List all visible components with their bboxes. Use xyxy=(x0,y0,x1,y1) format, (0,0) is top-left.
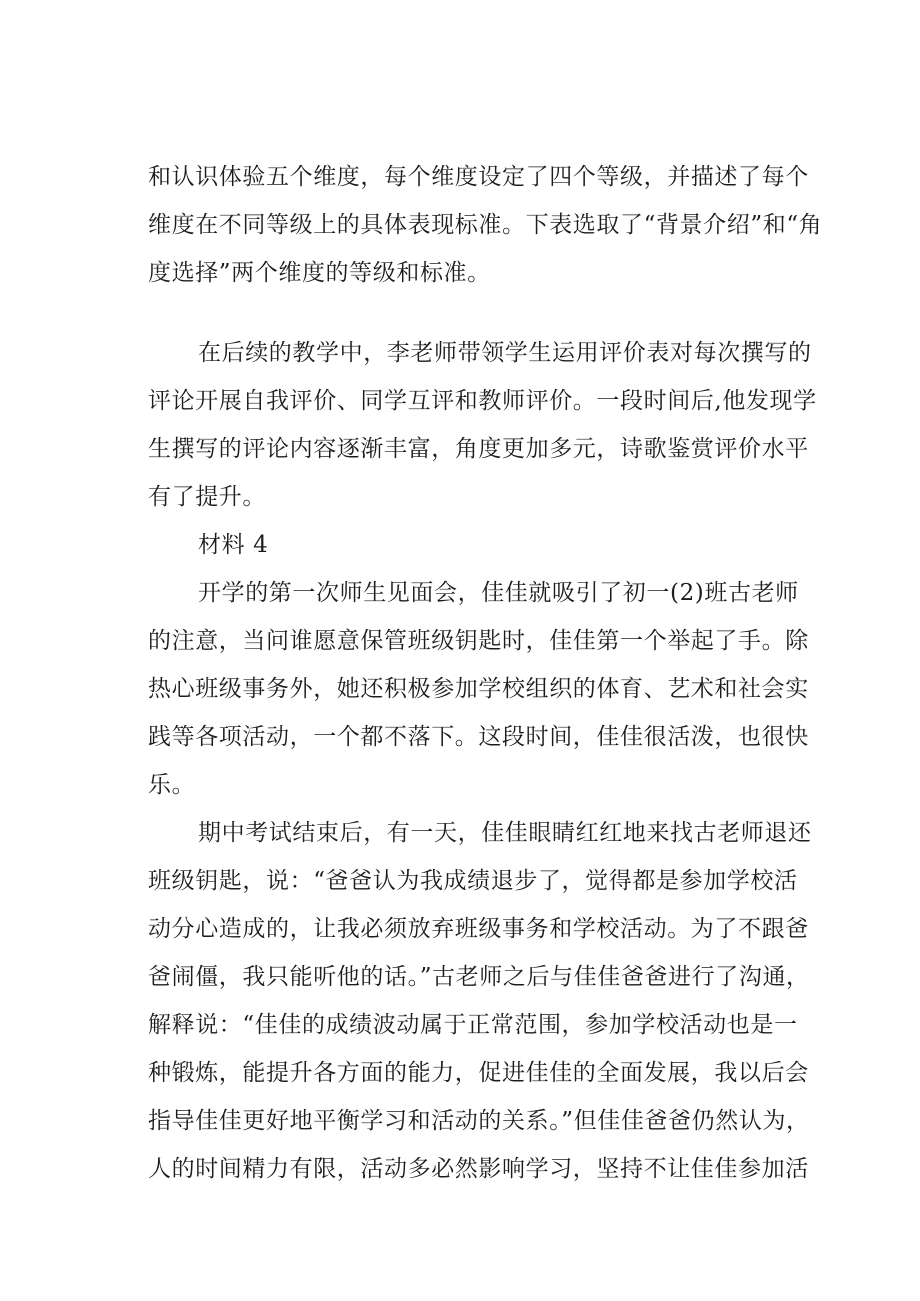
text-line: 乐。 xyxy=(148,772,196,798)
text-line: 生撰写的评论内容逐渐丰富，角度更加多元，诗歌鉴赏评价水平 xyxy=(148,436,809,462)
paragraph-start-line: 期中考试结束后，有一天，佳佳眼睛红红地来找古老师退还 xyxy=(198,820,812,846)
text-line: 热心班级事务外，她还积极参加学校组织的体育、艺术和社会实 xyxy=(148,676,809,702)
text-line: 评论开展自我评价、同学互评和教师评价。一段时间后,他发现学 xyxy=(148,388,817,414)
text-line: 动分心造成的，让我必须放弃班级事务和学校活动。为了不跟爸 xyxy=(148,916,809,942)
text-line: 班级钥匙，说：“爸爸认为我成绩退步了，觉得都是参加学校活 xyxy=(148,868,798,894)
text-line: 践等各项活动，一个都不落下。这段时间，佳佳很活泼，也很快 xyxy=(148,724,809,750)
text-line: 度选择”两个维度的等级和标准。 xyxy=(148,260,491,286)
text-line: 的注意，当问谁愿意保管班级钥匙时，佳佳第一个举起了手。除 xyxy=(148,628,809,654)
text-line: 种锻炼，能提升各方面的能力，促进佳佳的全面发展，我以后会 xyxy=(148,1060,809,1086)
paragraph-start-line: 在后续的教学中，李老师带领学生运用评价表对每次撰写的 xyxy=(198,340,812,366)
section-heading-material-4: 材料 4 xyxy=(198,532,269,558)
text-line: 和认识体验五个维度，每个维度设定了四个等级，并描述了每个 xyxy=(148,164,809,190)
text-line: 维度在不同等级上的具体表现标准。下表选取了“背景介绍”和“角 xyxy=(148,212,823,238)
text-line: 指导佳佳更好地平衡学习和活动的关系。”但佳佳爸爸仍然认为， xyxy=(148,1108,810,1134)
paragraph-start-line: 开学的第一次师生见面会，佳佳就吸引了初一(2)班古老师 xyxy=(198,580,799,606)
text-line: 爸闹僵，我只能听他的话。”古老师之后与佳佳爸爸进行了沟通， xyxy=(148,964,810,990)
text-line: 人的时间精力有限，活动多必然影响学习，坚持不让佳佳参加活 xyxy=(148,1156,809,1182)
text-line: 解释说：“佳佳的成绩波动属于正常范围，参加学校活动也是一 xyxy=(148,1012,798,1038)
text-line: 有了提升。 xyxy=(148,484,266,510)
